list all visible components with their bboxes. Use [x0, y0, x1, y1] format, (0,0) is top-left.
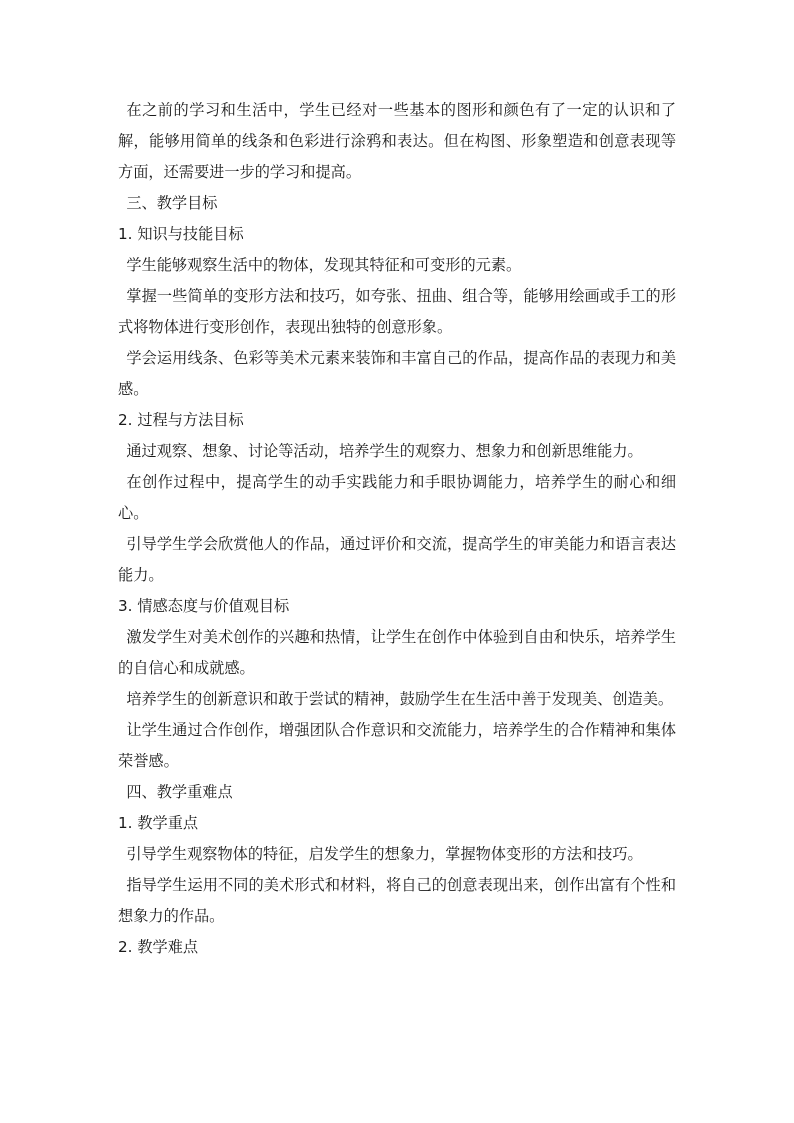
paragraph-observe-objects: 学生能够观察生活中的物体，发现其特征和可变形的元素。 — [126, 256, 522, 274]
subheading-teaching-focus: 1. 教学重点 — [118, 814, 199, 832]
paragraph-focus-observe: 引导学生观察物体的特征，启发学生的想象力，掌握物体变形的方法和技巧。 — [126, 845, 643, 863]
paragraph-prior-knowledge: 在之前的学习和生活中，学生已经对一些基本的图形和颜色有了一定的认识和了解，能够用简单的线条和色彩进行涂鸦和表达。但在构图、形象塑造和创意表现等方面，还需要进一步的学习和提高。 — [118, 101, 676, 181]
paragraph-art-elements: 学会运用线条、色彩等美术元素来装饰和丰富自己的作品，提高作品的表现力和美感。 — [118, 349, 676, 398]
subheading-process-methods: 2. 过程与方法目标 — [118, 411, 244, 429]
paragraph-teamwork: 让学生通过合作创作，增强团队合作意识和交流能力，培养学生的合作精神和集体荣誉感。 — [118, 721, 676, 770]
paragraph-focus-create: 指导学生运用不同的美术形式和材料，将自己的创意表现出来，创作出富有个性和想象力的作品。 — [118, 876, 676, 925]
document-body — [118, 95, 676, 963]
paragraph-hands-on-ability: 在创作过程中，提高学生的动手实践能力和手眼协调能力，培养学生的耐心和细心。 — [118, 473, 676, 522]
paragraph-observation-imagination: 通过观察、想象、讨论等活动，培养学生的观察力、想象力和创新思维能力。 — [126, 442, 643, 460]
paragraph-deformation-methods: 掌握一些简单的变形方法和技巧，如夸张、扭曲、组合等，能够用绘画或手工的形式将物体进行变形创作，表现出独特的创意形象。 — [118, 287, 676, 336]
subheading-emotion-values: 3. 情感态度与价值观目标 — [118, 597, 290, 615]
heading-teaching-objectives: 三、教学目标 — [126, 194, 218, 212]
subheading-teaching-difficulty: 2. 教学难点 — [118, 938, 199, 956]
paragraph-interest-passion: 激发学生对美术创作的兴趣和热情，让学生在创作中体验到自由和快乐，培养学生的自信心和成就感。 — [118, 628, 676, 677]
paragraph-innovation-spirit: 培养学生的创新意识和敢于尝试的精神，鼓励学生在生活中善于发现美、创造美。 — [126, 690, 674, 708]
paragraph-appreciation: 引导学生学会欣赏他人的作品，通过评价和交流，提高学生的审美能力和语言表达能力。 — [118, 535, 676, 584]
heading-key-difficult-points: 四、教学重难点 — [126, 783, 233, 801]
subheading-knowledge-skills: 1. 知识与技能目标 — [118, 225, 244, 243]
